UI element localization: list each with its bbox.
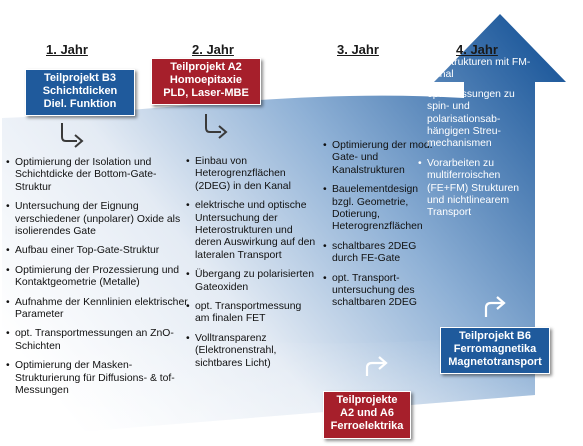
box-b6-line-3: Magnetotransport [448,356,542,368]
box-a2-line-1: Teilprojekt A2 [170,61,242,73]
task-item: • Aufbau einer Top-Gate-Struktur [6,245,190,257]
tasks-year-4 [418,57,539,227]
year-label-2: 2. Jahr [192,42,234,57]
task-item: • Untersuchung der Eignung verschiedener (unpolarer) Oxide als isolierendes Gate [6,201,190,238]
turn-down-arrow-icon [202,111,232,141]
task-item: • Optimierung der Masken-Strukturierung für Diffusions- & tof-Messungen [6,360,190,397]
task-item: • Übergang zu polarisierten Gateoxiden [186,269,318,294]
box-b6-line-1: Teilprojekt B6 [459,330,531,342]
box-a2-line-2: Homoepitaxie [169,74,243,86]
turn-up-arrow-icon [482,290,512,320]
box-b3-line-1: Teilprojekt B3 [44,72,116,84]
task-item: • Bauelementdesign bzgl. Geometrie, Dotierung, Heterogrenzflächen [323,184,433,234]
task-item: • opt. Transportmessungen an ZnO-Schichten [6,328,190,353]
box-a2a6-line-3: Ferroelektrika [330,420,404,432]
task-item: • Teststrukturen mit FM-Kanal [418,57,539,82]
task-item: • Optimierung der Prozessierung und Kontaktgeometrie (Metalle) [6,265,190,290]
task-item: • Optimierung der mod. Gate- und Kanalstrukturen [323,140,433,177]
year-label-4: 4. Jahr [456,42,498,57]
task-item: • Optimierung der Isolation und Schichtdicke der Bottom-Gate-Struktur [6,157,190,194]
box-b3-line-3: Diel. Funktion [43,98,117,110]
year-label-1: 1. Jahr [46,42,88,57]
turn-up-arrow-icon [364,350,394,380]
box-teilprojekt-b3 [25,69,135,116]
turn-down-arrow-icon [58,120,88,150]
task-item: • elektrische und optische Untersuchung der Heterostrukturen und deren Auswirkung auf den lateralen Transport [186,200,318,262]
box-a2a6-line-1: Teilprojekte [336,394,398,406]
tasks-year-2 [186,156,318,377]
tasks-year-1 [6,157,190,405]
box-b3-line-2: Schichtdicken [42,85,118,97]
year-label-3: 3. Jahr [337,42,379,57]
box-a2-line-3: PLD, Laser-MBE [163,87,249,99]
task-item: • opt. Transportmessung am finalen FET [186,301,318,326]
task-item: • opt. Transport-untersuchung des schaltbaren 2DEG [323,273,433,310]
box-b6-line-2: Ferromagnetika [453,343,537,355]
task-item: • Vorarbeiten zu multiferroischen (FE+FM) Strukturen und nichtlinearem Transport [418,158,539,220]
task-item: • Volltransparenz (Elektronenstrahl, sichtbares Licht) [186,333,318,370]
task-item: • schaltbares 2DEG durch FE-Gate [323,241,433,266]
task-item: • Aufnahme der Kennlinien elektrischer Parameter [6,297,190,322]
box-teilprojekte-a2-a6 [323,391,411,439]
box-a2a6-line-2: A2 und A6 [340,407,394,419]
box-teilprojekt-b6 [440,327,550,374]
task-item: • Einbau von Heterogrenzflächen (2DEG) in den Kanal [186,156,318,193]
task-item: • opt. Messungen zu spin- und polarisationsab-hängigen Streu-mechanismen [418,89,539,151]
box-teilprojekt-a2 [151,58,261,105]
tasks-year-3 [323,140,433,317]
